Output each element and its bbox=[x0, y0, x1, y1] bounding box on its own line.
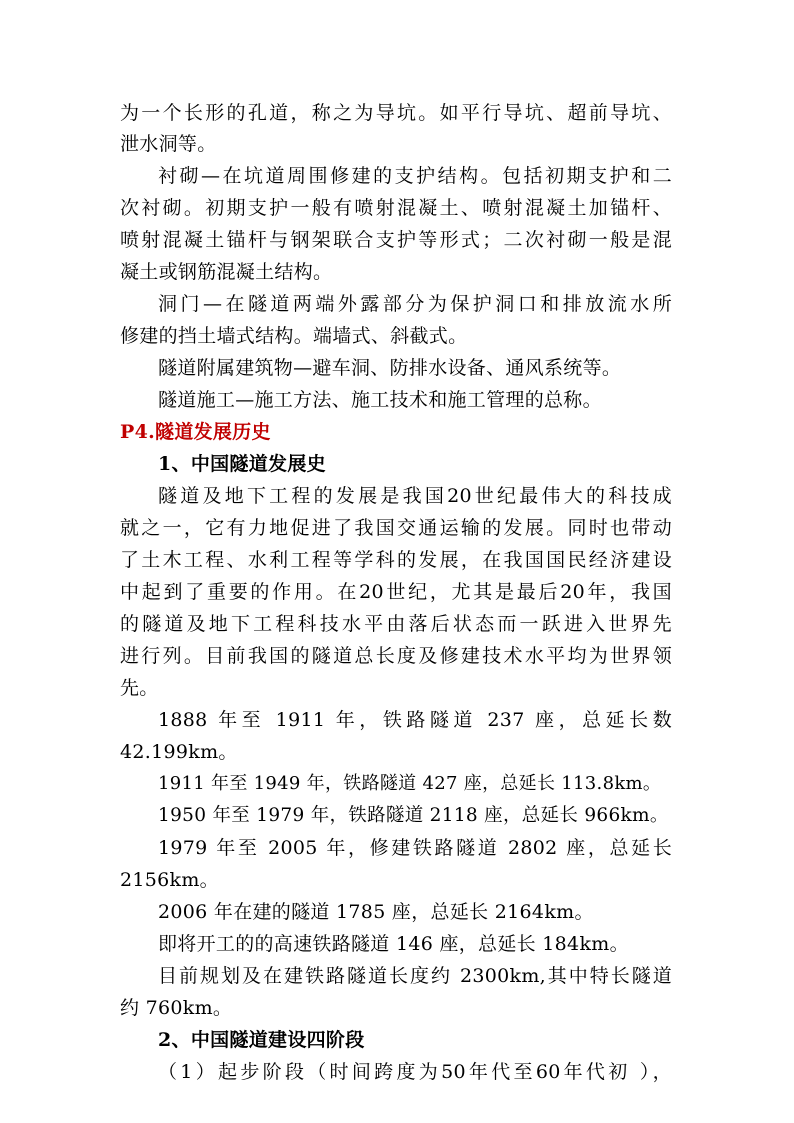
text-line: 1911 年至 1949 年，铁路隧道 427 座，总延长 113.8km。 bbox=[158, 773, 662, 794]
text-line: 的隧道及地下工程科技水平由落后状态而一跃进入世界先 bbox=[120, 613, 672, 635]
text-line: 修建的挡土墙式结构。端墙式、斜截式。 bbox=[120, 325, 468, 347]
text-line: （1）起步阶段（时间跨度为50年代至60年代初 ）， bbox=[158, 1061, 672, 1083]
subsection-heading: 1、中国隧道发展史 bbox=[158, 453, 326, 475]
text-line: 衬砌—在坑道周围修建的支护结构。包括初期支护和二 bbox=[158, 165, 672, 187]
text-line: 1888 年至 1911 年，铁路隧道 237 座，总延长数 bbox=[158, 709, 672, 731]
text-line: 隧道施工—施工方法、施工技术和施工管理的总称。 bbox=[158, 389, 602, 411]
text-line: 1979 年至 2005 年，修建铁路隧道 2802 座，总延长 bbox=[158, 837, 672, 859]
text-line: 喷射混凝土锚杆与钢架联合支护等形式；二次衬砌一般是混 bbox=[120, 229, 672, 251]
text-line: 2006 年在建的隧道 1785 座，总延长 2164km。 bbox=[158, 901, 594, 923]
text-line: 就之一，它有力地促进了我国交通运输的发展。同时也带动 bbox=[120, 517, 672, 539]
text-line: 42.199km。 bbox=[120, 741, 238, 763]
text-line: 1950 年至 1979 年，铁路隧道 2118 座，总延长 966km。 bbox=[158, 805, 669, 826]
text-line: 先。 bbox=[120, 677, 159, 699]
text-line: 即将开工的的高速铁路隧道 146 座，总延长 184km。 bbox=[158, 933, 629, 955]
text-line: 了土木工程、水利工程等学科的发展，在我国国民经济建设 bbox=[120, 549, 672, 571]
text-line: 为一个长形的孔道，称之为导坑。如平行导坑、超前导坑、 bbox=[120, 102, 672, 124]
text-line: 进行列。目前我国的隧道总长度及修建技术水平均为世界领 bbox=[120, 645, 672, 667]
subsection-heading: 2、中国隧道建设四阶段 bbox=[158, 1029, 365, 1051]
section-heading: P4.隧道发展历史 bbox=[120, 421, 271, 443]
text-line: 隧道及地下工程的发展是我国20世纪最伟大的科技成 bbox=[158, 485, 672, 507]
text-line: 2156km。 bbox=[120, 869, 219, 891]
text-line: 凝土或钢筋混凝土结构。 bbox=[120, 261, 333, 283]
text-line: 洞门—在隧道两端外露部分为保护洞口和排放流水所 bbox=[158, 293, 672, 315]
text-line: 次衬砌。初期支护一般有喷射混凝土、喷射混凝土加锚杆、 bbox=[120, 197, 672, 219]
text-line: 泄水洞等。 bbox=[120, 133, 217, 155]
text-line: 中起到了重要的作用。在20世纪，尤其是最后20年，我国 bbox=[120, 581, 672, 603]
text-line: 隧道附属建筑物—避车洞、防排水设备、通风系统等。 bbox=[158, 357, 622, 379]
text-line: 目前规划及在建铁路隧道长度约 2300km,其中特长隧道 bbox=[158, 965, 672, 987]
text-line: 约 760km。 bbox=[120, 997, 233, 1019]
